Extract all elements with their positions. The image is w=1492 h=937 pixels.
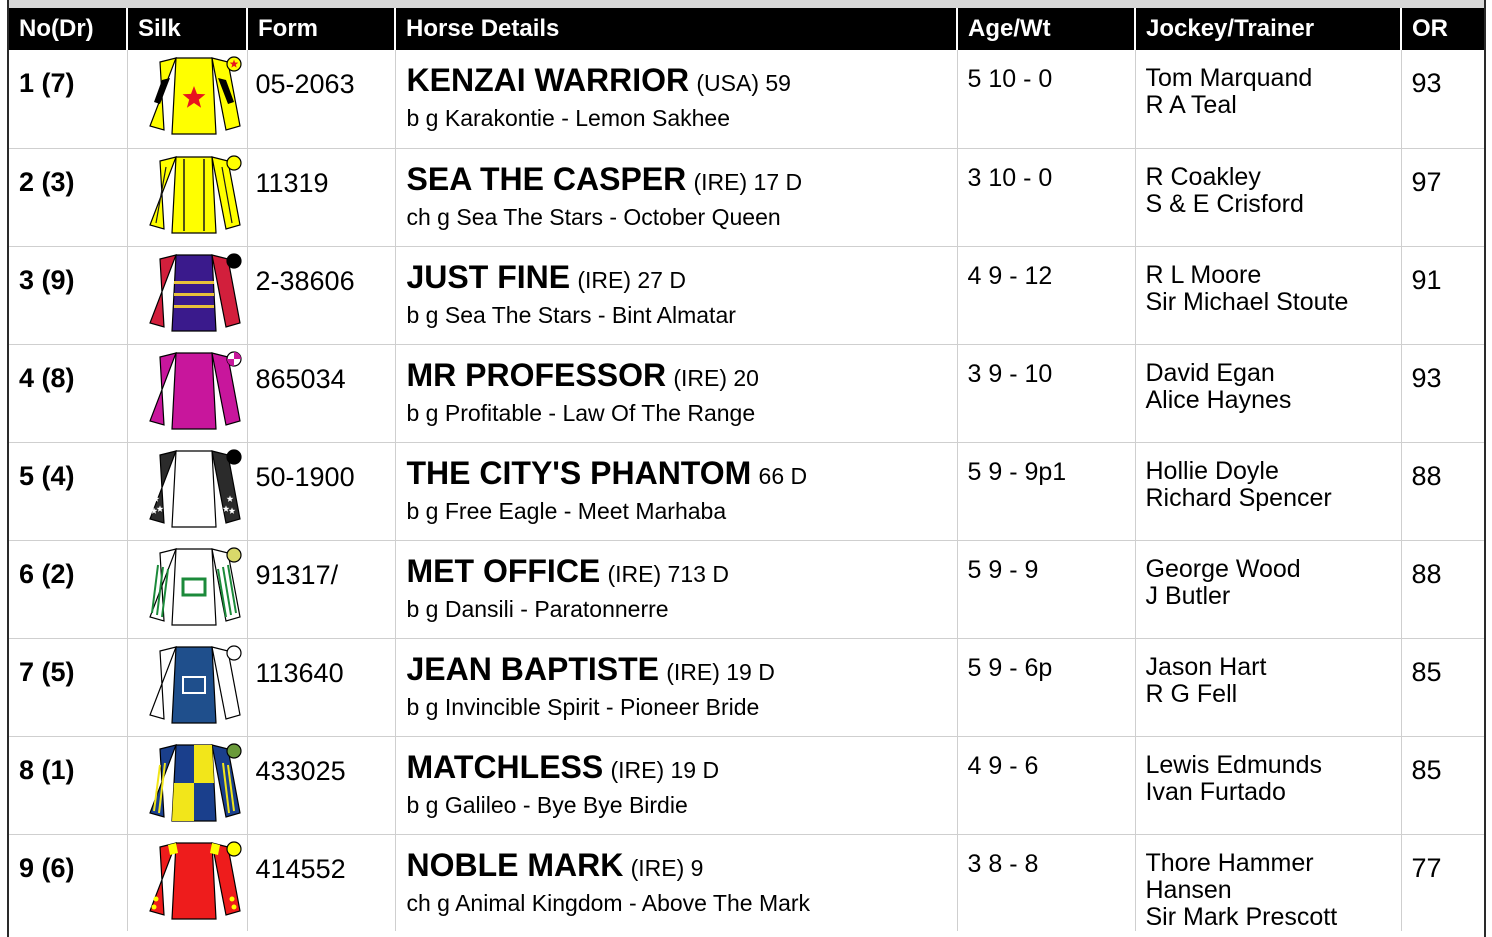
- runner-row[interactable]: [9, 442, 1484, 540]
- official-rating: 91: [1401, 246, 1484, 344]
- jockey-trainer: [1135, 540, 1401, 638]
- jockey-trainer: [1135, 442, 1401, 540]
- trainer-name[interactable]: Sir Mark Prescott: [1145, 902, 1338, 931]
- horse-suffix: (IRE) 9: [630, 854, 704, 881]
- runner-number: 9 (6): [19, 852, 75, 883]
- horse-details: [395, 540, 957, 638]
- runner-form: 05-2063: [247, 50, 395, 148]
- header-jockey-trainer[interactable]: Jockey/Trainer: [1135, 8, 1401, 50]
- header-age-weight[interactable]: Age/Wt: [957, 8, 1135, 50]
- horse-breeding: b g Profitable - Law Of The Range: [406, 399, 756, 426]
- official-rating: 85: [1401, 736, 1484, 834]
- horse-breeding: b g Karakontie - Lemon Sakhee: [406, 105, 730, 131]
- racecard-table: [9, 8, 1484, 931]
- trainer-name[interactable]: Alice Haynes: [1145, 385, 1292, 414]
- runner-number: 6 (2): [9, 540, 127, 638]
- age-weight: 4 9 - 12: [957, 246, 1135, 344]
- official-rating: 88: [1401, 540, 1484, 638]
- official-rating: 88: [1401, 442, 1484, 540]
- horse-details: [395, 442, 957, 540]
- runner-number: 8 (1): [9, 736, 127, 834]
- trainer-name[interactable]: J Butler: [1145, 581, 1231, 610]
- runner-number: 5 (4): [9, 442, 127, 540]
- runner-row[interactable]: [9, 540, 1484, 638]
- header-silk[interactable]: Silk: [127, 8, 247, 50]
- horse-name[interactable]: MET OFFICE: [406, 552, 601, 589]
- header-no[interactable]: No(Dr): [9, 8, 127, 50]
- horse-name[interactable]: JUST FINE: [406, 258, 571, 295]
- runner-form: 113640: [247, 638, 395, 736]
- runner-form: 433025: [247, 736, 395, 834]
- trainer-name[interactable]: S & E Crisford: [1145, 189, 1304, 218]
- horse-breeding: b g Dansili - Paratonnerre: [406, 595, 669, 622]
- horse-details: [395, 736, 957, 834]
- jockey-trainer: [1135, 344, 1401, 442]
- age-weight: 5 9 - 9: [957, 540, 1135, 638]
- silk-cell: [127, 736, 247, 834]
- official-rating: 77: [1401, 834, 1484, 931]
- runner-form: 91317/: [247, 540, 395, 638]
- official-rating: 97: [1401, 148, 1484, 246]
- jockey-name[interactable]: David Egan: [1145, 358, 1275, 387]
- horse-breeding: b g Sea The Stars - Bint Almatar: [406, 301, 736, 328]
- jockey-name[interactable]: Hollie Doyle: [1145, 456, 1279, 485]
- jockey-trainer: [1135, 50, 1401, 148]
- silk-cell: [127, 442, 247, 540]
- silk-cell: [127, 638, 247, 736]
- horse-suffix: 66 D: [758, 462, 808, 489]
- jockey-trainer: [1135, 246, 1401, 344]
- age-weight: 5 9 - 6p: [957, 638, 1135, 736]
- trainer-name[interactable]: R A Teal: [1145, 91, 1237, 119]
- horse-name[interactable]: MR PROFESSOR: [406, 356, 667, 393]
- trainer-name[interactable]: Sir Michael Stoute: [1145, 287, 1349, 316]
- header-horse-details[interactable]: Horse Details: [395, 8, 957, 50]
- trainer-name[interactable]: R G Fell: [1145, 679, 1238, 708]
- runner-form: 2-38606: [247, 246, 395, 344]
- horse-name[interactable]: KENZAI WARRIOR: [406, 62, 690, 98]
- runner-row[interactable]: [9, 834, 1484, 931]
- age-weight: 5 10 - 0: [957, 50, 1135, 148]
- age-weight: 3 9 - 10: [957, 344, 1135, 442]
- jockey-name[interactable]: George Wood: [1145, 554, 1301, 583]
- runner-form: 50-1900: [247, 442, 395, 540]
- horse-breeding: b g Galileo - Bye Bye Birdie: [406, 791, 688, 818]
- jockey-name[interactable]: Lewis Edmunds: [1145, 750, 1322, 779]
- horse-suffix: (USA) 59: [696, 70, 791, 96]
- age-weight: 4 9 - 6: [957, 736, 1135, 834]
- jockey-silk-icon: [146, 545, 247, 629]
- age-weight: 3 8 - 8: [957, 834, 1135, 931]
- jockey-silk-icon: [146, 643, 247, 727]
- jockey-trainer: [1135, 638, 1401, 736]
- jockey-name[interactable]: R Coakley: [1145, 162, 1261, 191]
- runner-form: 11319: [247, 148, 395, 246]
- runner-number: 7 (5): [9, 638, 127, 736]
- official-rating: 93: [1401, 344, 1484, 442]
- horse-breeding: ch g Sea The Stars - October Queen: [406, 203, 781, 230]
- runner-row[interactable]: [9, 50, 1484, 148]
- jockey-trainer: [1135, 736, 1401, 834]
- horse-name[interactable]: NOBLE MARK: [406, 846, 624, 883]
- header-or[interactable]: OR: [1401, 8, 1484, 50]
- trainer-name[interactable]: Richard Spencer: [1145, 483, 1332, 512]
- runner-row[interactable]: [9, 638, 1484, 736]
- horse-details: [395, 344, 957, 442]
- runner-form: 414552: [247, 834, 395, 931]
- jockey-name[interactable]: Thore Hammer Hansen: [1145, 848, 1314, 904]
- silk-cell: [127, 834, 247, 931]
- runner-row[interactable]: [9, 246, 1484, 344]
- horse-suffix: (IRE) 19 D: [610, 756, 720, 783]
- silk-cell: [127, 540, 247, 638]
- official-rating: 93: [1401, 50, 1484, 148]
- age-weight: 3 10 - 0: [957, 148, 1135, 246]
- horse-suffix: (IRE) 713 D: [607, 560, 729, 587]
- racecard-frame: [7, 0, 1486, 937]
- jockey-name[interactable]: Jason Hart: [1145, 652, 1267, 681]
- horse-name[interactable]: MATCHLESS: [406, 748, 604, 785]
- runner-row[interactable]: [9, 344, 1484, 442]
- silk-cell: [127, 148, 247, 246]
- jockey-trainer: [1135, 148, 1401, 246]
- jockey-silk-icon: [146, 251, 247, 335]
- jockey-silk-icon: [146, 54, 247, 138]
- header-row: [9, 8, 1484, 50]
- jockey-silk-icon: [146, 349, 247, 433]
- horse-breeding: ch g Animal Kingdom - Above The Mark: [406, 889, 811, 916]
- age-weight: 5 9 - 9p1: [957, 442, 1135, 540]
- jockey-name[interactable]: Tom Marquand: [1145, 64, 1313, 92]
- horse-suffix: (IRE) 20: [673, 364, 759, 391]
- runner-number: 3 (9): [9, 246, 127, 344]
- trainer-name[interactable]: Ivan Furtado: [1145, 777, 1286, 806]
- jockey-name[interactable]: R L Moore: [1145, 260, 1262, 289]
- silk-cell: [127, 344, 247, 442]
- top-strip: [9, 0, 1484, 8]
- silk-cell: [127, 50, 247, 148]
- horse-details: [395, 834, 957, 931]
- official-rating: 85: [1401, 638, 1484, 736]
- runner-row[interactable]: [9, 736, 1484, 834]
- jockey-trainer: [1135, 834, 1401, 931]
- runner-number: 1 (7): [9, 50, 127, 148]
- jockey-silk-icon: [146, 447, 247, 531]
- jockey-silk-icon: [146, 153, 247, 237]
- runner-row[interactable]: [9, 148, 1484, 246]
- header-form[interactable]: Form: [247, 8, 395, 50]
- horse-suffix: (IRE) 27 D: [577, 266, 686, 293]
- runner-number: 2 (3): [9, 148, 127, 246]
- horse-suffix: (IRE) 17 D: [693, 168, 803, 195]
- horse-details: [395, 148, 957, 246]
- horse-suffix: (IRE) 19 D: [666, 658, 775, 685]
- silk-cell: [127, 246, 247, 344]
- runner-form: 865034: [247, 344, 395, 442]
- horse-name[interactable]: JEAN BAPTISTE: [406, 650, 659, 687]
- jockey-silk-icon: [146, 839, 247, 923]
- horse-breeding: b g Free Eagle - Meet Marhaba: [406, 497, 727, 524]
- horse-breeding: b g Invincible Spirit - Pioneer Bride: [406, 693, 760, 720]
- horse-name[interactable]: SEA THE CASPER: [406, 160, 687, 197]
- runner-number: 4 (8): [9, 344, 127, 442]
- horse-name[interactable]: THE CITY'S PHANTOM: [406, 454, 752, 491]
- jockey-silk-icon: [146, 741, 247, 825]
- horse-details: [395, 638, 957, 736]
- horse-details: [395, 50, 957, 148]
- horse-details: [395, 246, 957, 344]
